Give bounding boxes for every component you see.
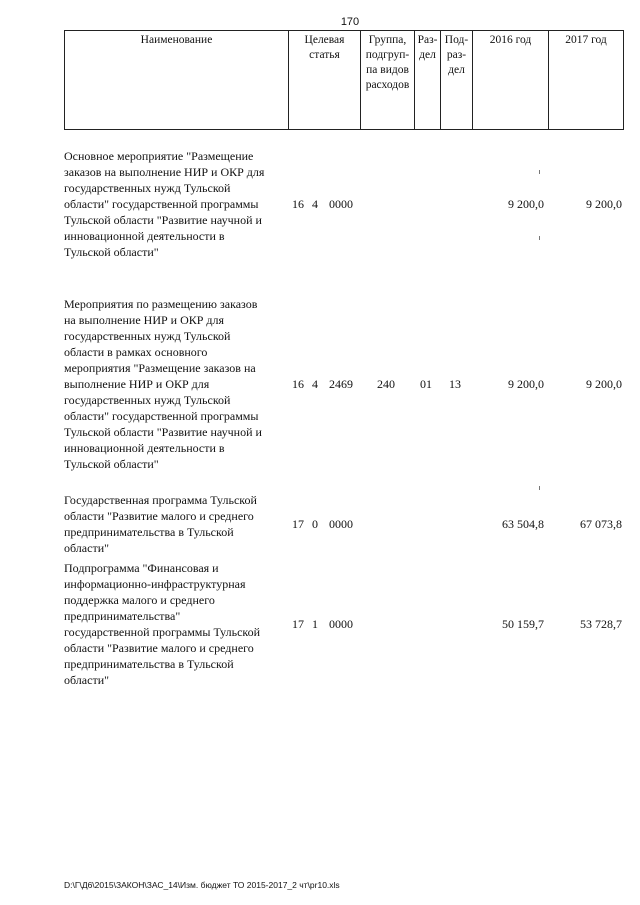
header-group-line: Группа, [368,34,407,46]
row-group-code: 240 [377,377,395,391]
header-subsection-line: дел [448,64,465,76]
row-name-line: мероприятия "Размещение заказов на [64,361,256,375]
row-program-code: 16 [292,197,304,211]
header-name-label: Наименование [140,34,213,46]
row-name [64,296,284,472]
header-group-line: подгруп- [365,49,410,61]
row-program-code: 17 [292,517,304,531]
row-name-line: государственных нужд Тульской [64,393,231,407]
row-name-line: государственной программы Тульской [64,625,261,639]
row-amount-2017: 9 200,0 [586,197,622,211]
row-name-line: предпринимательства в Тульской [64,525,234,539]
header-target-article [289,31,361,129]
row-name-line: государственных нужд Тульской [64,329,231,343]
header-year-2016 [473,31,549,129]
header-name [65,31,289,129]
row-amount-2016: 9 200,0 [508,377,544,391]
header-target-article-line: Целевая [304,34,345,46]
row-subprogram-code: 4 [312,197,318,211]
row-name-line: заказов на выполнение НИР и ОКР для [64,165,265,179]
row-name [64,492,284,556]
row-direction-code: 0000 [329,617,353,631]
scan-mark [539,236,540,240]
row-name-line: Основное мероприятие "Размещение [64,149,254,163]
header-year-2017-label: 2017 год [565,34,607,46]
header-year-2016-label: 2016 год [489,34,532,46]
row-section-code: 01 [420,377,432,391]
row-amount-2016: 9 200,0 [508,197,544,211]
scan-mark [539,170,540,174]
header-target-article-line: статья [309,49,340,61]
row-name-line: инновационной деятельности в [64,229,225,243]
header-subsection-line: Под- [444,34,469,46]
scan-mark [539,486,540,490]
row-name-line: инновационной деятельности в [64,441,225,455]
row-name-line: области" [64,541,110,555]
row-name [64,148,284,260]
row-direction-code: 0000 [329,197,353,211]
header-group-line: расходов [365,79,410,91]
row-amount-2017: 9 200,0 [586,377,622,391]
row-name-line: государственных нужд Тульской [64,181,231,195]
row-name-line: предпринимательства в Тульской [64,657,234,671]
page-number: 170 [340,16,360,28]
row-subprogram-code: 0 [312,517,318,531]
row-name-line: области" [64,673,110,687]
row-amount-2016: 50 159,7 [502,617,544,631]
row-name-line: информационно-инфраструктурная [64,577,246,591]
row-subprogram-code: 1 [312,617,318,631]
row-name-line: Тульской области" [64,245,159,259]
row-direction-code: 0000 [329,517,353,531]
header-subsection [441,31,473,129]
row-name-line: области" государственной программы [64,197,259,211]
row-name-line: поддержка малого и среднего [64,593,215,607]
row-subsection-code: 13 [449,377,461,391]
row-name-line: Подпрограмма "Финансовая и [64,561,219,575]
row-name-line: предпринимательства" [64,609,181,623]
row-program-code: 17 [292,617,304,631]
row-name-line: области "Развитие малого и среднего [64,509,254,523]
row-amount-2017: 53 728,7 [580,617,622,631]
row-subprogram-code: 4 [312,377,318,391]
row-amount-2016: 63 504,8 [502,517,544,531]
row-program-code: 16 [292,377,304,391]
row-name-line: Мероприятия по размещению заказов [64,297,258,311]
row-amount-2017: 67 073,8 [580,517,622,531]
header-subsection-line: раз- [446,49,467,61]
row-name-line: Тульской области "Развитие научной и [64,425,262,439]
header-group [361,31,415,129]
row-name-line: области "Развитие малого и среднего [64,641,254,655]
header-group-line: па видов [366,64,409,76]
row-name-line: области" государственной программы [64,409,259,423]
row-name-line: Тульской области "Развитие научной и [64,213,262,227]
row-name-line: Государственная программа Тульской [64,493,257,507]
table-header [64,30,624,130]
header-year-2017 [549,31,623,129]
header-section-line: дел [419,49,436,61]
row-name-line: Тульской области" [64,457,159,471]
file-path-footer: D:\Г\Д6\2015\ЗАКОН\ЗАС_14\Изм. бюджет ТО 2015-2017_2 чт\pr10.xls [64,880,340,890]
row-name-line: области в рамках основного [64,345,208,359]
row-name-line: на выполнение НИР и ОКР для [64,313,225,327]
header-section-line: Раз- [417,34,438,46]
row-name-line: выполнение НИР и ОКР для [64,377,210,391]
row-direction-code: 2469 [329,377,353,391]
header-section [415,31,441,129]
row-name [64,560,284,688]
